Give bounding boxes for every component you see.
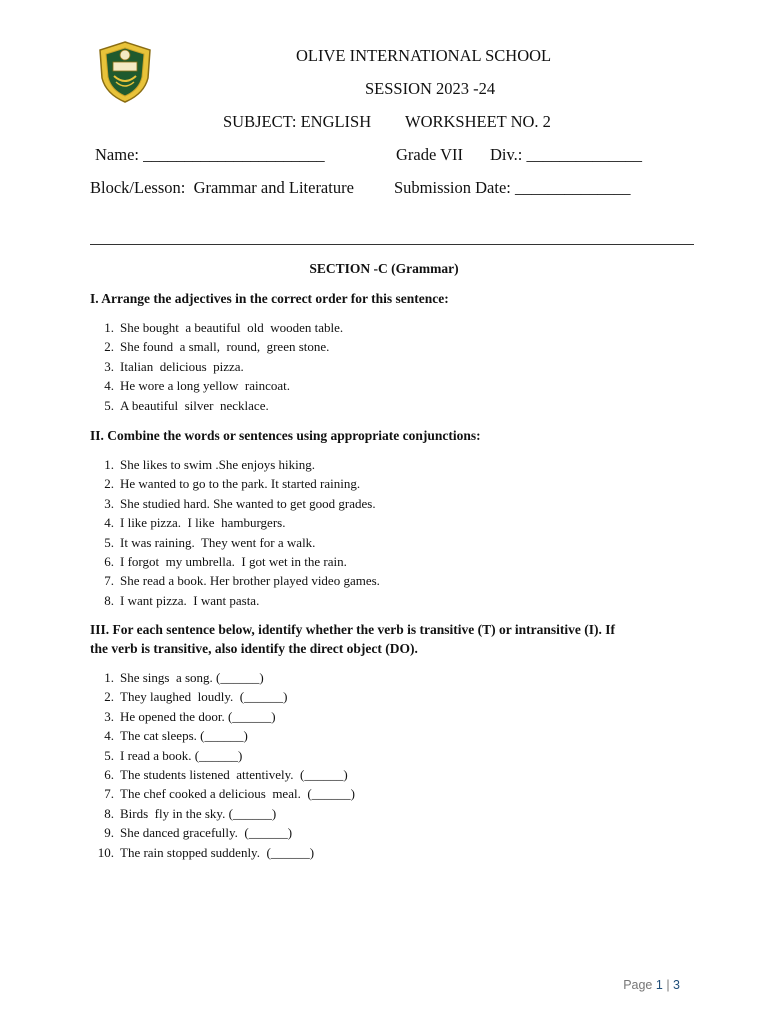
page-current: 1 — [655, 978, 663, 992]
question-1-title: I. Arrange the adjectives in the correct order for this sentence: — [90, 291, 449, 306]
page-separator: | — [666, 978, 670, 992]
list-item: 1. She bought a beautiful old wooden table. — [104, 320, 344, 335]
list-item: 8. Birds fly in the sky. (______) — [104, 805, 277, 821]
list-item: 2. He wanted to go to the park. It started raining. — [104, 476, 361, 492]
list-item: 4. He wore a long yellow raincoat. — [104, 378, 291, 394]
list-item: 7. She read a book. Her brother played video games. — [104, 573, 380, 589]
list-item: 2. She found a small, round, green stone. — [104, 339, 330, 355]
question-2-title: II. Combine the words or sentences using appropriate conjunctions: — [90, 428, 481, 443]
list-item: 5. A beautiful silver necklace. — [104, 397, 269, 413]
grade-label: Grade VII — [396, 145, 464, 164]
div-field: Div.: ______________ — [490, 145, 643, 164]
list-item: 2. They laughed loudly. (______) — [104, 689, 288, 705]
question-3-title-line-1: III. For each sentence below, identify whether the verb is transitive (T) or intransitive (I). If — [90, 622, 615, 637]
name-field: Name: ______________________ — [95, 145, 325, 164]
list-item: 6. The students listened attentively. (______) — [104, 766, 348, 782]
list-item: 4. I like pizza. I like hamburgers. — [104, 515, 286, 531]
list-item: 7. The chef cooked a delicious meal. (______) — [104, 786, 355, 802]
school-logo — [96, 40, 154, 104]
submission-date-field: Submission Date: ______________ — [394, 178, 631, 197]
block-lesson-label: Block/Lesson: Grammar and Literature — [90, 178, 354, 197]
list-item: 10. The rain stopped suddenly. (______) — [97, 844, 315, 860]
question-3-title-line-2: the verb is transitive, also identify the direct object (DO). — [90, 641, 418, 656]
list-item: 3. Italian delicious pizza. — [104, 358, 244, 374]
list-item: 4. The cat sleeps. (______) — [104, 728, 248, 744]
list-item: 6. I forgot my umbrella. I got wet in the rain. — [104, 553, 347, 569]
question-3-list — [90, 668, 690, 862]
list-item: 9. She danced gracefully. (______) — [104, 825, 293, 841]
list-item: 1. She sings a song. (______) — [104, 670, 264, 685]
page-label: Page — [623, 978, 653, 992]
page-indicator — [623, 978, 680, 992]
session-label: SESSION 2023 -24 — [365, 79, 496, 98]
list-item: 8. I want pizza. I want pasta. — [104, 592, 260, 608]
question-1-list — [90, 318, 690, 415]
list-item: 3. She studied hard. She wanted to get good grades. — [104, 495, 376, 511]
section-title: SECTION -C (Grammar) — [309, 261, 459, 276]
list-item: 5. I read a book. (______) — [104, 747, 243, 763]
worksheet-number: WORKSHEET NO. 2 — [405, 112, 551, 131]
list-item: 1. She likes to swim .She enjoys hiking. — [104, 457, 315, 472]
list-item: 3. He opened the door. (______) — [104, 708, 276, 724]
subject-label: SUBJECT: ENGLISH — [223, 112, 372, 131]
page-total: 3 — [673, 978, 680, 992]
question-2-list — [90, 455, 690, 610]
list-item: 5. It was raining. They went for a walk. — [104, 534, 316, 550]
school-name: OLIVE INTERNATIONAL SCHOOL — [296, 46, 552, 65]
divider-line — [90, 244, 694, 245]
